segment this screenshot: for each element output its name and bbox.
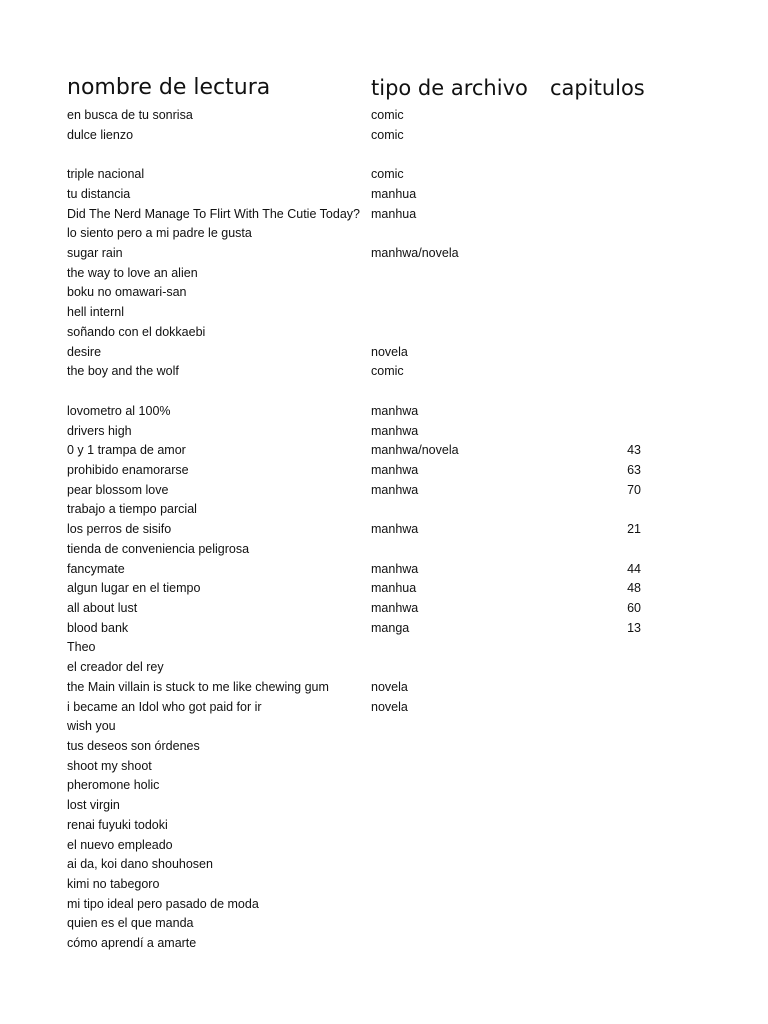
- table-row: [0, 520, 768, 540]
- table-row: [0, 126, 768, 146]
- cell-file-type: comic: [371, 108, 404, 122]
- table-row: [0, 796, 768, 816]
- cell-file-type: manhwa/novela: [371, 246, 459, 261]
- cell-file-type: novela: [371, 344, 408, 359]
- reading-list-table: [0, 106, 768, 954]
- cell-reading-name: tu distancia: [67, 186, 131, 201]
- cell-reading-name: wish you: [67, 719, 116, 734]
- cell-reading-name: hell internl: [67, 305, 124, 320]
- cell-reading-name: pheromone holic: [67, 778, 160, 793]
- cell-reading-name: kimi no tabegoro: [67, 877, 160, 892]
- table-row: [0, 441, 768, 461]
- cell-reading-name: ai da, koi dano shouhosen: [67, 857, 213, 872]
- table-row: [0, 579, 768, 599]
- table-row: [0, 560, 768, 580]
- column-header-row: [0, 72, 768, 104]
- cell-reading-name: all about lust: [67, 600, 138, 615]
- cell-reading-name: Did The Nerd Manage To Flirt With The Cutie Today?: [67, 206, 360, 221]
- cell-file-type: manhwa/novela: [371, 443, 459, 458]
- table-row: [0, 717, 768, 737]
- table-row: [0, 658, 768, 678]
- cell-reading-name: shoot my shoot: [67, 758, 152, 773]
- table-row: [0, 737, 768, 757]
- cell-file-type: manhwa: [371, 522, 419, 537]
- table-row: [0, 934, 768, 954]
- cell-reading-name: prohibido enamorarse: [67, 462, 189, 477]
- table-row: [0, 875, 768, 895]
- table-row: [0, 362, 768, 382]
- cell-file-type: comic: [371, 127, 404, 142]
- header-reading-name: nombre de lectura: [67, 75, 271, 100]
- cell-reading-name: i became an Idol who got paid for ir: [67, 699, 262, 714]
- table-row: [0, 836, 768, 856]
- table-row: [0, 914, 768, 934]
- cell-reading-name: 0 y 1 trampa de amor: [67, 443, 186, 458]
- cell-reading-name: tus deseos son órdenes: [67, 739, 200, 753]
- table-row: [0, 106, 768, 126]
- cell-chapters: 13: [627, 620, 641, 635]
- cell-reading-name: el nuevo empleado: [67, 837, 173, 852]
- table-row: [0, 638, 768, 658]
- table-row: [0, 422, 768, 442]
- table-row: [0, 540, 768, 560]
- cell-reading-name: lovometro al 100%: [67, 403, 171, 418]
- table-row: [0, 855, 768, 875]
- table-row: [0, 757, 768, 777]
- cell-file-type: comic: [371, 167, 404, 182]
- cell-reading-name: cómo aprendí a amarte: [67, 936, 197, 951]
- table-row: [0, 776, 768, 796]
- table-row: [0, 264, 768, 284]
- cell-file-type: manhua: [371, 206, 417, 221]
- cell-reading-name: tienda de conveniencia peligrosa: [67, 541, 250, 556]
- cell-file-type: manhua: [371, 186, 417, 201]
- cell-reading-name: fancymate: [67, 561, 125, 576]
- table-row: [0, 402, 768, 422]
- cell-file-type: manhwa: [371, 600, 419, 615]
- table-row: [0, 382, 768, 402]
- cell-reading-name: blood bank: [67, 620, 129, 635]
- cell-chapters: 48: [627, 581, 641, 596]
- table-row: [0, 303, 768, 323]
- cell-chapters: 44: [627, 561, 641, 576]
- table-row: [0, 244, 768, 264]
- cell-reading-name: sugar rain: [67, 246, 123, 261]
- table-row: [0, 599, 768, 619]
- cell-reading-name: mi tipo ideal pero pasado de moda: [67, 896, 259, 911]
- cell-reading-name: dulce lienzo: [67, 127, 134, 142]
- header-chapters: capitulos: [550, 76, 645, 100]
- cell-chapters: 63: [627, 462, 641, 477]
- table-row: [0, 224, 768, 244]
- cell-reading-name: los perros de sisifo: [67, 522, 172, 537]
- cell-reading-name: triple nacional: [67, 167, 145, 182]
- cell-file-type: manhwa: [371, 423, 419, 438]
- cell-file-type: manhwa: [371, 482, 419, 497]
- cell-reading-name: soñando con el dokkaebi: [67, 324, 206, 339]
- table-row: [0, 185, 768, 205]
- table-row: [0, 323, 768, 343]
- cell-file-type: comic: [371, 364, 404, 379]
- table-row: [0, 205, 768, 225]
- cell-reading-name: trabajo a tiempo parcial: [67, 502, 197, 517]
- cell-reading-name: el creador del rey: [67, 660, 164, 675]
- cell-reading-name: Theo: [67, 640, 96, 655]
- table-row: [0, 145, 768, 165]
- header-file-type: tipo de archivo: [371, 76, 528, 100]
- cell-reading-name: drivers high: [67, 423, 132, 438]
- table-row: [0, 461, 768, 481]
- cell-chapters: 60: [627, 600, 641, 615]
- table-row: [0, 698, 768, 718]
- cell-file-type: manhua: [371, 581, 417, 596]
- table-row: [0, 283, 768, 303]
- cell-file-type: manhwa: [371, 561, 419, 576]
- table-row: [0, 343, 768, 363]
- cell-reading-name: pear blossom love: [67, 482, 169, 497]
- cell-reading-name: the way to love an alien: [67, 265, 198, 280]
- cell-reading-name: desire: [67, 344, 102, 359]
- cell-reading-name: algun lugar en el tiempo: [67, 581, 201, 596]
- cell-chapters: 43: [627, 443, 641, 458]
- table-row: [0, 619, 768, 639]
- cell-chapters: 21: [627, 522, 641, 537]
- cell-file-type: novela: [371, 679, 408, 694]
- cell-reading-name: lo siento pero a mi padre le gusta: [67, 226, 252, 241]
- table-row: [0, 500, 768, 520]
- cell-reading-name: renai fuyuki todoki: [67, 817, 168, 832]
- table-row: [0, 678, 768, 698]
- cell-reading-name: the boy and the wolf: [67, 364, 179, 379]
- cell-file-type: manhwa: [371, 462, 419, 477]
- cell-reading-name: the Main villain is stuck to me like chewing gum: [67, 679, 329, 694]
- cell-reading-name: en busca de tu sonrisa: [67, 108, 193, 122]
- table-row: [0, 165, 768, 185]
- cell-reading-name: lost virgin: [67, 798, 120, 813]
- table-row: [0, 481, 768, 501]
- cell-reading-name: boku no omawari-san: [67, 285, 187, 300]
- table-row: [0, 816, 768, 836]
- cell-file-type: manhwa: [371, 403, 419, 418]
- cell-reading-name: quien es el que manda: [67, 916, 194, 931]
- table-row: [0, 895, 768, 915]
- cell-file-type: novela: [371, 699, 408, 714]
- cell-chapters: 70: [627, 482, 641, 497]
- cell-file-type: manga: [371, 620, 410, 635]
